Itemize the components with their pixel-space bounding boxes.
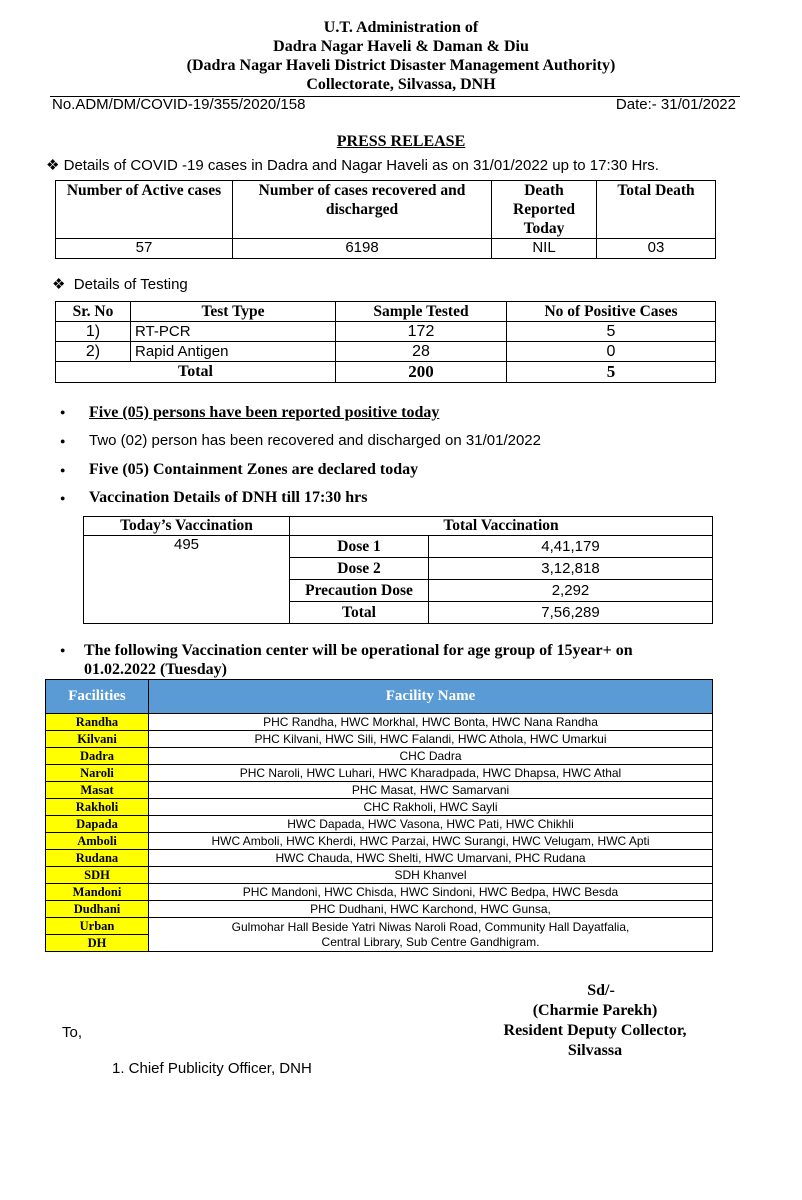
testing-intro-text: Details of Testing xyxy=(73,276,188,293)
bullet-dot-icon: ● xyxy=(60,465,66,475)
signature-place: Silvassa xyxy=(567,1042,623,1059)
sr-no: 1) xyxy=(56,322,131,342)
signature-designation: Resident Deputy Collector, xyxy=(503,1022,687,1039)
header-sample-tested: Sample Tested xyxy=(336,302,507,322)
bullet-dot-icon: ● xyxy=(60,493,66,503)
sr-no: 2) xyxy=(56,342,131,362)
facility-name: PHC Masat, HWC Samarvani xyxy=(149,782,713,799)
testing-intro xyxy=(52,275,188,293)
sample-tested: 28 xyxy=(336,342,507,362)
vaccination-center-note xyxy=(84,641,633,679)
facility-label: Naroli xyxy=(46,765,149,782)
facility-label-dh: DH xyxy=(46,935,149,952)
urban-dh-line-2: Central Library, Sub Centre Gandhigram. xyxy=(321,934,540,949)
diamond-bullet-icon: ❖ xyxy=(52,276,66,293)
covid-cases-table xyxy=(55,180,716,259)
empty-cell xyxy=(84,602,290,624)
active-cases-value: 57 xyxy=(56,239,233,259)
header-test-type: Test Type xyxy=(131,302,336,322)
testing-table xyxy=(55,301,716,383)
positive-cases: 5 xyxy=(507,322,716,342)
header-total-death: Total Death xyxy=(597,181,716,239)
facility-name: CHC Rakholi, HWC Sayli xyxy=(149,799,713,816)
header-facilities: Facilities xyxy=(46,680,149,714)
bullet-positive-today: Five (05) persons have been reported positive today xyxy=(89,404,440,421)
facility-label: Masat xyxy=(46,782,149,799)
header-sr-no: Sr. No xyxy=(56,302,131,322)
signature-block xyxy=(490,981,700,1061)
table-row xyxy=(46,748,713,765)
diamond-bullet-icon: ❖ xyxy=(46,157,60,174)
dose-value: 7,56,289 xyxy=(429,602,713,624)
vaccination-center-note-line-2: 01.02.2022 (Tuesday) xyxy=(84,661,227,678)
table-row xyxy=(46,884,713,901)
table-row xyxy=(56,322,716,342)
total-positive: 5 xyxy=(507,362,716,383)
header-divider xyxy=(50,96,740,97)
vaccination-table xyxy=(83,516,713,624)
table-row xyxy=(46,816,713,833)
signature-name: (Charmie Parekh) xyxy=(532,1002,658,1019)
facility-label: Dapada xyxy=(46,816,149,833)
table-row xyxy=(46,918,713,935)
dose-label: Dose 2 xyxy=(290,558,429,580)
bullet-dot-icon: ● xyxy=(60,436,66,446)
covid-intro xyxy=(46,156,659,174)
header-active-cases: Number of Active cases xyxy=(56,181,233,239)
facility-name: PHC Naroli, HWC Luhari, HWC Kharadpada, HWC Dhapsa, HWC Athal xyxy=(149,765,713,782)
header-positive-cases: No of Positive Cases xyxy=(507,302,716,322)
facility-label: Randha xyxy=(46,714,149,731)
total-label: Total xyxy=(56,362,336,383)
facility-label-urban: Urban xyxy=(46,918,149,935)
bullet-containment: Five (05) Containment Zones are declared today xyxy=(89,461,419,478)
facility-label: Rudana xyxy=(46,850,149,867)
letterhead-line-4: Collectorate, Silvassa, DNH xyxy=(306,76,496,93)
urban-dh-line-1: Gulmohar Hall Beside Yatri Niwas Naroli Road, Community Hall Dayatfalia, xyxy=(231,919,630,934)
facility-name: HWC Chauda, HWC Shelti, HWC Umarvani, PHC Rudana xyxy=(149,850,713,867)
table-row xyxy=(46,714,713,731)
table-row xyxy=(46,901,713,918)
facility-name: PHC Mandoni, HWC Chisda, HWC Sindoni, HWC Bedpa, HWC Besda xyxy=(149,884,713,901)
letterhead xyxy=(0,18,802,94)
facility-label: Rakholi xyxy=(46,799,149,816)
signature-sd: Sd/- xyxy=(587,982,615,999)
recipient: 1. Chief Publicity Officer, DNH xyxy=(112,1060,312,1077)
header-total-vaccination: Total Vaccination xyxy=(290,517,713,536)
header-today-vaccination: Today’s Vaccination xyxy=(84,517,290,536)
facility-label: Amboli xyxy=(46,833,149,850)
sample-tested: 172 xyxy=(336,322,507,342)
facilities-table xyxy=(45,679,713,952)
total-tested: 200 xyxy=(336,362,507,383)
facility-label: Mandoni xyxy=(46,884,149,901)
press-release-title: PRESS RELEASE xyxy=(336,133,466,150)
test-type: RT-PCR xyxy=(131,322,336,342)
dose-label: Dose 1 xyxy=(290,536,429,558)
facility-name: SDH Khanvel xyxy=(149,867,713,884)
table-row xyxy=(56,342,716,362)
dose-label: Precaution Dose xyxy=(290,580,429,602)
table-row xyxy=(46,850,713,867)
today-vaccination-value: 495 xyxy=(84,536,290,602)
table-row xyxy=(46,799,713,816)
recovered-value: 6198 xyxy=(233,239,492,259)
facility-name: PHC Dudhani, HWC Karchond, HWC Gunsa, xyxy=(149,901,713,918)
letterhead-line-1: U.T. Administration of xyxy=(323,19,479,36)
header-recovered: Number of cases recovered and discharged xyxy=(233,181,492,239)
document-date: Date:- 31/01/2022 xyxy=(615,96,736,113)
facility-label: SDH xyxy=(46,867,149,884)
dose-label: Total xyxy=(290,602,429,624)
header-facility-name: Facility Name xyxy=(149,680,713,714)
facility-name: HWC Amboli, HWC Kherdi, HWC Parzai, HWC Surangi, HWC Velugam, HWC Apti xyxy=(149,833,713,850)
facility-label: Kilvani xyxy=(46,731,149,748)
facility-name: HWC Dapada, HWC Vasona, HWC Pati, HWC Chikhli xyxy=(149,816,713,833)
dose-value: 3,12,818 xyxy=(429,558,713,580)
facility-name: PHC Kilvani, HWC Sili, HWC Falandi, HWC Athola, HWC Umarkui xyxy=(149,731,713,748)
death-today-value: NIL xyxy=(492,239,597,259)
table-row xyxy=(46,765,713,782)
total-death-value: 03 xyxy=(597,239,716,259)
facility-name-urban-dh xyxy=(149,918,713,952)
bullet-vaccination-details: Vaccination Details of DNH till 17:30 hrs xyxy=(89,489,368,506)
facility-label: Dudhani xyxy=(46,901,149,918)
letterhead-line-3: (Dadra Nagar Haveli District Disaster Management Authority) xyxy=(186,57,616,74)
reference-number: No.ADM/DM/COVID-19/355/2020/158 xyxy=(52,96,306,113)
bullet-recovered: Two (02) person has been recovered and discharged on 31/01/2022 xyxy=(89,432,541,449)
dose-value: 2,292 xyxy=(429,580,713,602)
letterhead-line-2: Dadra Nagar Haveli & Daman & Diu xyxy=(273,38,529,55)
to-label: To, xyxy=(62,1024,83,1041)
table-row xyxy=(46,833,713,850)
header-death-today: Death Reported Today xyxy=(492,181,597,239)
table-row xyxy=(46,782,713,799)
facility-name: CHC Dadra xyxy=(149,748,713,765)
positive-cases: 0 xyxy=(507,342,716,362)
facility-label: Dadra xyxy=(46,748,149,765)
vaccination-center-note-line-1: The following Vaccination center will be operational for age group of 15year+ on xyxy=(84,642,633,659)
dose-value: 4,41,179 xyxy=(429,536,713,558)
table-row xyxy=(46,867,713,884)
facility-name: PHC Randha, HWC Morkhal, HWC Bonta, HWC Nana Randha xyxy=(149,714,713,731)
test-type: Rapid Antigen xyxy=(131,342,336,362)
bullet-dot-icon: ● xyxy=(60,645,66,655)
table-row xyxy=(46,731,713,748)
bullet-dot-icon: ● xyxy=(60,407,66,417)
covid-intro-text: Details of COVID -19 cases in Dadra and Nagar Haveli as on 31/01/2022 up to 17:30 Hrs. xyxy=(63,157,659,174)
table-row-total xyxy=(56,362,716,383)
